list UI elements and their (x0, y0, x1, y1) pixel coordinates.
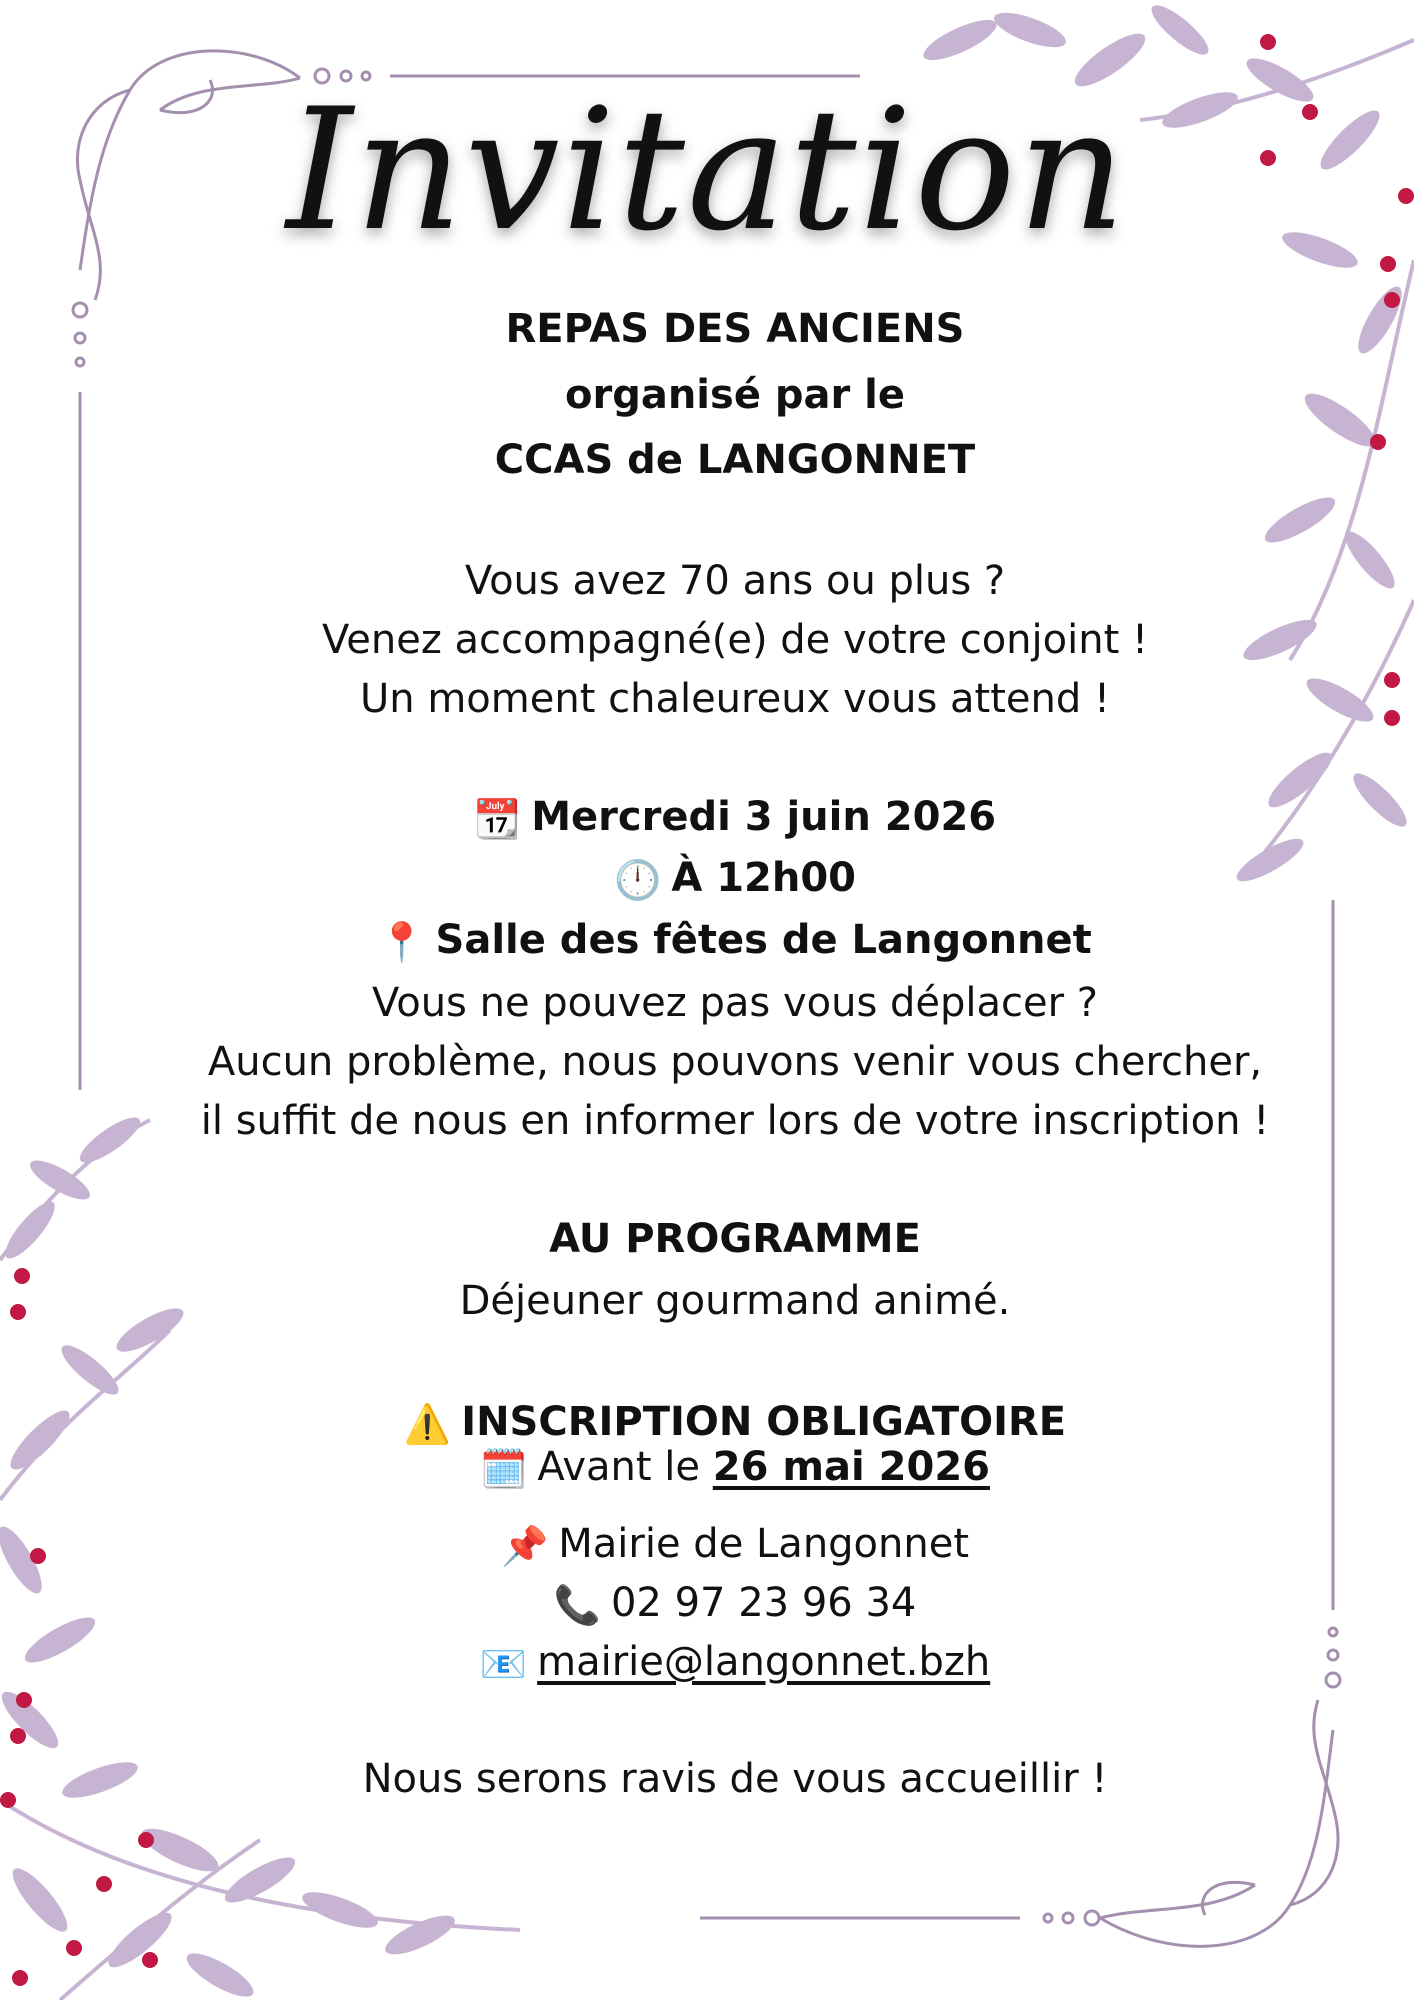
intro-line-1: Vous avez 70 ans ou plus ? (464, 558, 1006, 604)
heading-line-3: CCAS de LANGONNET (494, 437, 976, 483)
programme-text: Déjeuner gourmand animé. (459, 1278, 1011, 1324)
phone-icon: 📞 (553, 1583, 601, 1627)
event-place (0, 915, 1414, 967)
inscription-location-text: Mairie de Langonnet (558, 1521, 970, 1567)
location-pin-icon: 📍 (378, 920, 426, 964)
deadline-label: Avant le (537, 1444, 701, 1490)
warning-icon: ⚠️ (403, 1402, 452, 1446)
inscription-deadline (0, 1442, 1414, 1494)
email-link[interactable]: mairie@langonnet.bzh (537, 1639, 991, 1685)
intro-line-2: Venez accompagné(e) de votre conjoint ! (322, 617, 1148, 663)
phone-number: 02 97 23 96 34 (610, 1580, 917, 1626)
event-place-text: Salle des fêtes de Langonnet (435, 917, 1092, 963)
event-date (0, 792, 1414, 844)
clock-icon: 🕛 (613, 858, 662, 902)
event-time-text: À 12h00 (671, 855, 856, 901)
spiral-calendar-icon: 🗓️ (480, 1447, 528, 1491)
transport-line-2: Aucun problème, nous pouvons venir vous chercher, (207, 1039, 1263, 1085)
pushpin-icon: 📌 (500, 1524, 549, 1568)
intro-line-3: Un moment chaleureux vous attend ! (360, 676, 1110, 722)
flourish-bottom-right (1100, 1700, 1338, 1946)
heading-line-1: REPAS DES ANCIENS (505, 306, 965, 352)
invitation-title: Invitation (286, 72, 1128, 268)
inscription-email (0, 1637, 1414, 1689)
deadline-date: 26 mai 2026 (712, 1444, 990, 1490)
calendar-icon: 📆 (473, 797, 522, 841)
closing-message: Nous serons ravis de vous accueillir ! (362, 1756, 1108, 1802)
programme-heading: AU PROGRAMME (549, 1216, 921, 1262)
transport-line-3: il suffit de nous en informer lors de votre inscription ! (200, 1098, 1270, 1144)
event-date-text: Mercredi 3 juin 2026 (531, 794, 997, 840)
heading-line-2: organisé par le (565, 372, 905, 418)
event-time (0, 853, 1414, 905)
inscription-heading-text: INSCRIPTION OBLIGATOIRE (461, 1399, 1067, 1445)
inscription-location (0, 1519, 1414, 1571)
transport-line-1: Vous ne pouvez pas vous déplacer ? (371, 980, 1099, 1026)
inscription-phone (0, 1578, 1414, 1630)
envelope-icon: 📧 (479, 1642, 528, 1686)
